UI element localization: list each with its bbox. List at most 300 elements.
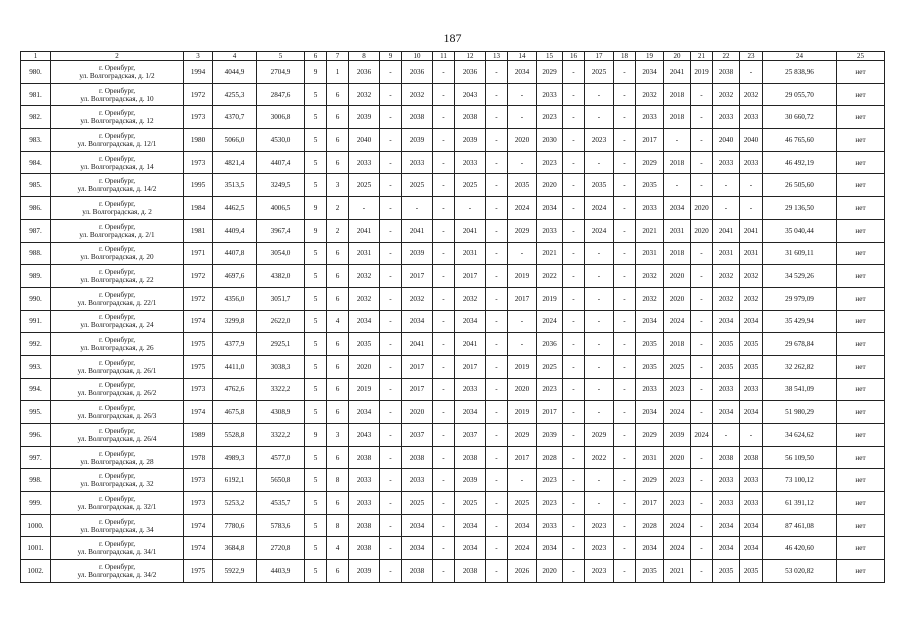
cell-col-11: - bbox=[433, 560, 455, 583]
cell-col-13: - bbox=[486, 106, 508, 129]
cell-col-11: - bbox=[433, 378, 455, 401]
cell-col-16: - bbox=[563, 401, 585, 424]
cell-col-23: 2033 bbox=[740, 106, 763, 129]
address-street: ул. Волгоградская, д. 26/1 bbox=[77, 366, 157, 375]
cell-col-22: - bbox=[713, 197, 740, 220]
cell-col-22: 2033 bbox=[713, 469, 740, 492]
address-city: г. Оренбург, bbox=[98, 494, 136, 503]
address-cell bbox=[51, 265, 184, 288]
cell-col-16: - bbox=[563, 446, 585, 469]
cell-col-25: нет bbox=[837, 83, 885, 106]
cell-col-11: - bbox=[433, 83, 455, 106]
address-city: г. Оренбург, bbox=[98, 562, 136, 571]
cell-col-7: 6 bbox=[327, 83, 349, 106]
cell-col-17: - bbox=[585, 378, 614, 401]
cell-col-9: - bbox=[380, 61, 402, 84]
cell-col-9: - bbox=[380, 310, 402, 333]
cell-col-4: 7780,6 bbox=[213, 514, 257, 537]
table-row bbox=[21, 560, 885, 583]
cell-col-23: 2034 bbox=[740, 401, 763, 424]
table-row bbox=[21, 287, 885, 310]
cell-col-10: 2033 bbox=[402, 151, 433, 174]
cell-col-18: - bbox=[614, 174, 636, 197]
address-city: г. Оренбург, bbox=[98, 517, 136, 526]
cell-col-21: - bbox=[691, 151, 713, 174]
column-number-23: 23 bbox=[740, 52, 763, 61]
cell-col-20: 2024 bbox=[664, 401, 691, 424]
column-number-1: 1 bbox=[21, 52, 51, 61]
cell-col-13: - bbox=[486, 129, 508, 152]
table-row bbox=[21, 446, 885, 469]
cell-col-12: 2034 bbox=[455, 401, 486, 424]
table-row bbox=[21, 61, 885, 84]
cell-col-3: 1981 bbox=[184, 219, 213, 242]
cell-col-6: 5 bbox=[305, 355, 327, 378]
cell-col-19: 2029 bbox=[636, 469, 664, 492]
address-street: ул. Волгоградская, д. 2/1 bbox=[79, 230, 155, 239]
address-street: ул. Волгоградская, д. 26/3 bbox=[77, 412, 157, 421]
cell-col-6: 9 bbox=[305, 61, 327, 84]
address-city: г. Оренбург, bbox=[98, 268, 136, 277]
cell-col-11: - bbox=[433, 106, 455, 129]
cell-col-3: 1971 bbox=[184, 242, 213, 265]
address-street: ул. Волгоградская, д. 2 bbox=[82, 207, 152, 216]
cell-col-16: - bbox=[563, 310, 585, 333]
cell-col-20: 2018 bbox=[664, 83, 691, 106]
cell-col-19: 2034 bbox=[636, 401, 664, 424]
cell-col-3: 1974 bbox=[184, 401, 213, 424]
cell-col-23: 2040 bbox=[740, 129, 763, 152]
cell-col-3: 1974 bbox=[184, 514, 213, 537]
cell-col-4: 4989,3 bbox=[213, 446, 257, 469]
row-number: 981. bbox=[21, 83, 51, 106]
cell-col-24: 35 040,44 bbox=[763, 219, 837, 242]
cell-col-11: - bbox=[433, 310, 455, 333]
cell-col-24: 51 980,29 bbox=[763, 401, 837, 424]
cell-col-19: 2031 bbox=[636, 446, 664, 469]
cell-col-16: - bbox=[563, 151, 585, 174]
cell-col-20: 2020 bbox=[664, 265, 691, 288]
cell-col-14: - bbox=[508, 106, 537, 129]
cell-col-22: 2033 bbox=[713, 378, 740, 401]
cell-col-6: 5 bbox=[305, 265, 327, 288]
cell-col-12: 2036 bbox=[455, 61, 486, 84]
address-city: г. Оренбург, bbox=[98, 358, 136, 367]
cell-col-5: 3054,0 bbox=[257, 242, 305, 265]
cell-col-8: 2033 bbox=[349, 151, 380, 174]
cell-col-21: - bbox=[691, 310, 713, 333]
cell-col-24: 38 541,09 bbox=[763, 378, 837, 401]
address-city: г. Оренбург, bbox=[98, 86, 136, 95]
cell-col-18: - bbox=[614, 129, 636, 152]
cell-col-6: 5 bbox=[305, 378, 327, 401]
address-cell bbox=[51, 287, 184, 310]
row-number: 987. bbox=[21, 219, 51, 242]
cell-col-3: 1972 bbox=[184, 265, 213, 288]
cell-col-22: 2032 bbox=[713, 83, 740, 106]
cell-col-23: 2032 bbox=[740, 287, 763, 310]
cell-col-22: 2033 bbox=[713, 492, 740, 515]
cell-col-14: 2034 bbox=[508, 61, 537, 84]
cell-col-20: 2031 bbox=[664, 219, 691, 242]
cell-col-8: 2032 bbox=[349, 287, 380, 310]
cell-col-9: - bbox=[380, 469, 402, 492]
cell-col-8: 2033 bbox=[349, 469, 380, 492]
address-cell bbox=[51, 378, 184, 401]
cell-col-18: - bbox=[614, 560, 636, 583]
table-row bbox=[21, 355, 885, 378]
cell-col-25: нет bbox=[837, 446, 885, 469]
cell-col-12: 2033 bbox=[455, 151, 486, 174]
cell-col-8: 2040 bbox=[349, 129, 380, 152]
cell-col-5: 5650,8 bbox=[257, 469, 305, 492]
row-number: 988. bbox=[21, 242, 51, 265]
cell-col-3: 1974 bbox=[184, 537, 213, 560]
cell-col-5: 4535,7 bbox=[257, 492, 305, 515]
address-city: г. Оренбург, bbox=[98, 199, 136, 208]
cell-col-14: - bbox=[508, 151, 537, 174]
cell-col-13: - bbox=[486, 560, 508, 583]
cell-col-9: - bbox=[380, 401, 402, 424]
address-street: ул. Волгоградская, д. 34/2 bbox=[77, 570, 157, 579]
cell-col-13: - bbox=[486, 151, 508, 174]
cell-col-18: - bbox=[614, 287, 636, 310]
cell-col-15: 2024 bbox=[537, 310, 563, 333]
cell-col-10: 2025 bbox=[402, 174, 433, 197]
cell-col-25: нет bbox=[837, 265, 885, 288]
cell-col-18: - bbox=[614, 492, 636, 515]
address-street: ул. Волгоградская, д. 22 bbox=[80, 276, 154, 285]
cell-col-5: 3249,5 bbox=[257, 174, 305, 197]
cell-col-24: 30 660,72 bbox=[763, 106, 837, 129]
cell-col-23: 2035 bbox=[740, 560, 763, 583]
cell-col-17: 2035 bbox=[585, 174, 614, 197]
cell-col-17: - bbox=[585, 106, 614, 129]
cell-col-16: - bbox=[563, 492, 585, 515]
cell-col-17: 2024 bbox=[585, 219, 614, 242]
cell-col-24: 73 100,12 bbox=[763, 469, 837, 492]
cell-col-22: 2035 bbox=[713, 355, 740, 378]
cell-col-18: - bbox=[614, 61, 636, 84]
cell-col-20: 2018 bbox=[664, 151, 691, 174]
cell-col-8: 2041 bbox=[349, 219, 380, 242]
cell-col-15: 2030 bbox=[537, 129, 563, 152]
address-city: г. Оренбург, bbox=[98, 290, 136, 299]
cell-col-22: 2038 bbox=[713, 446, 740, 469]
cell-col-3: 1975 bbox=[184, 333, 213, 356]
cell-col-4: 5253,2 bbox=[213, 492, 257, 515]
cell-col-18: - bbox=[614, 242, 636, 265]
cell-col-13: - bbox=[486, 61, 508, 84]
column-number-7: 7 bbox=[327, 52, 349, 61]
cell-col-23: 2035 bbox=[740, 333, 763, 356]
cell-col-25: нет bbox=[837, 197, 885, 220]
cell-col-5: 4577,0 bbox=[257, 446, 305, 469]
cell-col-10: 2025 bbox=[402, 492, 433, 515]
cell-col-7: 6 bbox=[327, 265, 349, 288]
cell-col-17: 2029 bbox=[585, 424, 614, 447]
cell-col-21: 2024 bbox=[691, 424, 713, 447]
cell-col-14: 2024 bbox=[508, 537, 537, 560]
cell-col-17: - bbox=[585, 492, 614, 515]
cell-col-16: - bbox=[563, 61, 585, 84]
row-number: 1000. bbox=[21, 514, 51, 537]
cell-col-11: - bbox=[433, 424, 455, 447]
cell-col-14: 2026 bbox=[508, 560, 537, 583]
cell-col-20: 2024 bbox=[664, 514, 691, 537]
cell-col-12: 2039 bbox=[455, 129, 486, 152]
cell-col-23: 2031 bbox=[740, 242, 763, 265]
address-city: г. Оренбург, bbox=[98, 245, 136, 254]
cell-col-23: 2032 bbox=[740, 83, 763, 106]
address-cell bbox=[51, 424, 184, 447]
cell-col-7: 8 bbox=[327, 469, 349, 492]
cell-col-12: 2017 bbox=[455, 265, 486, 288]
page-number: 187 bbox=[443, 31, 462, 45]
cell-col-19: 2032 bbox=[636, 287, 664, 310]
cell-col-10: 2039 bbox=[402, 242, 433, 265]
cell-col-20: 2024 bbox=[664, 537, 691, 560]
cell-col-3: 1973 bbox=[184, 492, 213, 515]
cell-col-11: - bbox=[433, 174, 455, 197]
cell-col-10: 2033 bbox=[402, 469, 433, 492]
cell-col-19: 2033 bbox=[636, 106, 664, 129]
cell-col-23: - bbox=[740, 61, 763, 84]
cell-col-4: 4675,8 bbox=[213, 401, 257, 424]
cell-col-7: 3 bbox=[327, 174, 349, 197]
cell-col-13: - bbox=[486, 310, 508, 333]
cell-col-16: - bbox=[563, 83, 585, 106]
cell-col-22: 2034 bbox=[713, 537, 740, 560]
cell-col-24: 53 020,82 bbox=[763, 560, 837, 583]
cell-col-10: 2034 bbox=[402, 310, 433, 333]
cell-col-6: 5 bbox=[305, 401, 327, 424]
cell-col-16: - bbox=[563, 560, 585, 583]
address-street: ул. Волгоградская, д. 14/2 bbox=[77, 185, 157, 194]
cell-col-20: 2018 bbox=[664, 106, 691, 129]
cell-col-24: 34 624,62 bbox=[763, 424, 837, 447]
cell-col-8: 2038 bbox=[349, 514, 380, 537]
cell-col-10: 2039 bbox=[402, 129, 433, 152]
cell-col-20: - bbox=[664, 129, 691, 152]
cell-col-15: 2020 bbox=[537, 174, 563, 197]
cell-col-17: - bbox=[585, 265, 614, 288]
address-city: г. Оренбург, bbox=[98, 222, 136, 231]
cell-col-21: - bbox=[691, 333, 713, 356]
cell-col-10: 2017 bbox=[402, 355, 433, 378]
cell-col-13: - bbox=[486, 514, 508, 537]
cell-col-3: 1978 bbox=[184, 446, 213, 469]
address-street: ул. Волгоградская, д. 32/1 bbox=[77, 502, 157, 511]
cell-col-17: - bbox=[585, 310, 614, 333]
cell-col-9: - bbox=[380, 333, 402, 356]
address-city: г. Оренбург, bbox=[98, 404, 136, 413]
cell-col-23: - bbox=[740, 424, 763, 447]
column-number-24: 24 bbox=[763, 52, 837, 61]
cell-col-25: нет bbox=[837, 378, 885, 401]
cell-col-15: 2025 bbox=[537, 355, 563, 378]
cell-col-25: нет bbox=[837, 401, 885, 424]
cell-col-12: 2038 bbox=[455, 446, 486, 469]
cell-col-11: - bbox=[433, 129, 455, 152]
cell-col-18: - bbox=[614, 310, 636, 333]
table-row bbox=[21, 424, 885, 447]
cell-col-21: - bbox=[691, 129, 713, 152]
cell-col-22: - bbox=[713, 424, 740, 447]
cell-col-7: 6 bbox=[327, 242, 349, 265]
cell-col-22: 2035 bbox=[713, 560, 740, 583]
cell-col-20: 2041 bbox=[664, 61, 691, 84]
cell-col-18: - bbox=[614, 469, 636, 492]
cell-col-7: 6 bbox=[327, 560, 349, 583]
column-number-8: 8 bbox=[349, 52, 380, 61]
cell-col-9: - bbox=[380, 537, 402, 560]
cell-col-19: 2017 bbox=[636, 492, 664, 515]
cell-col-22: - bbox=[713, 174, 740, 197]
cell-col-3: 1973 bbox=[184, 151, 213, 174]
cell-col-24: 31 609,11 bbox=[763, 242, 837, 265]
cell-col-11: - bbox=[433, 242, 455, 265]
cell-col-12: 2025 bbox=[455, 174, 486, 197]
cell-col-18: - bbox=[614, 514, 636, 537]
cell-col-10: 2017 bbox=[402, 378, 433, 401]
cell-col-19: 2029 bbox=[636, 151, 664, 174]
cell-col-13: - bbox=[486, 287, 508, 310]
cell-col-23: 2034 bbox=[740, 514, 763, 537]
cell-col-11: - bbox=[433, 265, 455, 288]
address-cell bbox=[51, 174, 184, 197]
address-street: ул. Волгоградская, д. 28 bbox=[80, 457, 154, 466]
cell-col-4: 6192,1 bbox=[213, 469, 257, 492]
cell-col-6: 9 bbox=[305, 424, 327, 447]
cell-col-6: 5 bbox=[305, 129, 327, 152]
cell-col-5: 2847,6 bbox=[257, 83, 305, 106]
cell-col-24: 56 109,50 bbox=[763, 446, 837, 469]
cell-col-8: 2032 bbox=[349, 265, 380, 288]
column-number-25: 25 bbox=[837, 52, 885, 61]
cell-col-16: - bbox=[563, 469, 585, 492]
cell-col-18: - bbox=[614, 424, 636, 447]
cell-col-22: 2034 bbox=[713, 310, 740, 333]
cell-col-6: 5 bbox=[305, 560, 327, 583]
address-cell bbox=[51, 61, 184, 84]
cell-col-15: 2023 bbox=[537, 378, 563, 401]
cell-col-12: 2033 bbox=[455, 378, 486, 401]
cell-col-25: нет bbox=[837, 333, 885, 356]
cell-col-11: - bbox=[433, 61, 455, 84]
cell-col-7: 2 bbox=[327, 219, 349, 242]
cell-col-10: 2032 bbox=[402, 287, 433, 310]
address-city: г. Оренбург, bbox=[98, 313, 136, 322]
row-number: 990. bbox=[21, 287, 51, 310]
cell-col-17: - bbox=[585, 469, 614, 492]
row-number: 984. bbox=[21, 151, 51, 174]
cell-col-16: - bbox=[563, 514, 585, 537]
cell-col-5: 3322,2 bbox=[257, 378, 305, 401]
cell-col-18: - bbox=[614, 197, 636, 220]
cell-col-24: 34 529,26 bbox=[763, 265, 837, 288]
cell-col-19: 2035 bbox=[636, 355, 664, 378]
cell-col-17: - bbox=[585, 242, 614, 265]
cell-col-23: 2041 bbox=[740, 219, 763, 242]
cell-col-8: 2034 bbox=[349, 310, 380, 333]
cell-col-16: - bbox=[563, 129, 585, 152]
cell-col-21: - bbox=[691, 265, 713, 288]
cell-col-10: 2038 bbox=[402, 560, 433, 583]
cell-col-14: 2029 bbox=[508, 219, 537, 242]
cell-col-14: 2029 bbox=[508, 424, 537, 447]
cell-col-12: 2038 bbox=[455, 106, 486, 129]
cell-col-18: - bbox=[614, 401, 636, 424]
cell-col-8: 2039 bbox=[349, 106, 380, 129]
row-number: 994. bbox=[21, 378, 51, 401]
cell-col-7: 6 bbox=[327, 129, 349, 152]
cell-col-15: 2029 bbox=[537, 61, 563, 84]
cell-col-17: 2023 bbox=[585, 129, 614, 152]
cell-col-5: 5783,6 bbox=[257, 514, 305, 537]
cell-col-22: 2040 bbox=[713, 129, 740, 152]
table-row bbox=[21, 83, 885, 106]
cell-col-19: 2034 bbox=[636, 61, 664, 84]
cell-col-12: 2032 bbox=[455, 287, 486, 310]
address-city: г. Оренбург, bbox=[98, 131, 136, 140]
column-number-19: 19 bbox=[636, 52, 664, 61]
address-city: г. Оренбург, bbox=[98, 449, 136, 458]
cell-col-15: 2034 bbox=[537, 537, 563, 560]
cell-col-25: нет bbox=[837, 560, 885, 583]
cell-col-10: 2036 bbox=[402, 61, 433, 84]
cell-col-18: - bbox=[614, 219, 636, 242]
cell-col-22: 2033 bbox=[713, 106, 740, 129]
cell-col-3: 1972 bbox=[184, 287, 213, 310]
cell-col-24: 61 391,12 bbox=[763, 492, 837, 515]
cell-col-9: - bbox=[380, 106, 402, 129]
table-row bbox=[21, 514, 885, 537]
row-number: 992. bbox=[21, 333, 51, 356]
cell-col-8: 2038 bbox=[349, 446, 380, 469]
cell-col-12: 2017 bbox=[455, 355, 486, 378]
cell-col-5: 2704,9 bbox=[257, 61, 305, 84]
cell-col-13: - bbox=[486, 83, 508, 106]
cell-col-17: 2023 bbox=[585, 514, 614, 537]
cell-col-21: - bbox=[691, 242, 713, 265]
cell-col-21: - bbox=[691, 514, 713, 537]
cell-col-4: 5922,9 bbox=[213, 560, 257, 583]
cell-col-5: 4407,4 bbox=[257, 151, 305, 174]
cell-col-6: 5 bbox=[305, 106, 327, 129]
cell-col-11: - bbox=[433, 514, 455, 537]
cell-col-16: - bbox=[563, 537, 585, 560]
cell-col-15: 2028 bbox=[537, 446, 563, 469]
address-street: ул. Волгоградская, д. 34/1 bbox=[77, 548, 157, 557]
cell-col-7: 2 bbox=[327, 197, 349, 220]
cell-col-6: 9 bbox=[305, 219, 327, 242]
cell-col-18: - bbox=[614, 446, 636, 469]
table-row bbox=[21, 129, 885, 152]
cell-col-24: 29 678,84 bbox=[763, 333, 837, 356]
cell-col-12: 2037 bbox=[455, 424, 486, 447]
cell-col-14: 2017 bbox=[508, 287, 537, 310]
cell-col-7: 8 bbox=[327, 514, 349, 537]
cell-col-6: 5 bbox=[305, 310, 327, 333]
cell-col-15: 2034 bbox=[537, 197, 563, 220]
row-number: 1001. bbox=[21, 537, 51, 560]
cell-col-15: 2019 bbox=[537, 287, 563, 310]
cell-col-16: - bbox=[563, 219, 585, 242]
cell-col-6: 5 bbox=[305, 469, 327, 492]
cell-col-7: 6 bbox=[327, 151, 349, 174]
cell-col-13: - bbox=[486, 378, 508, 401]
